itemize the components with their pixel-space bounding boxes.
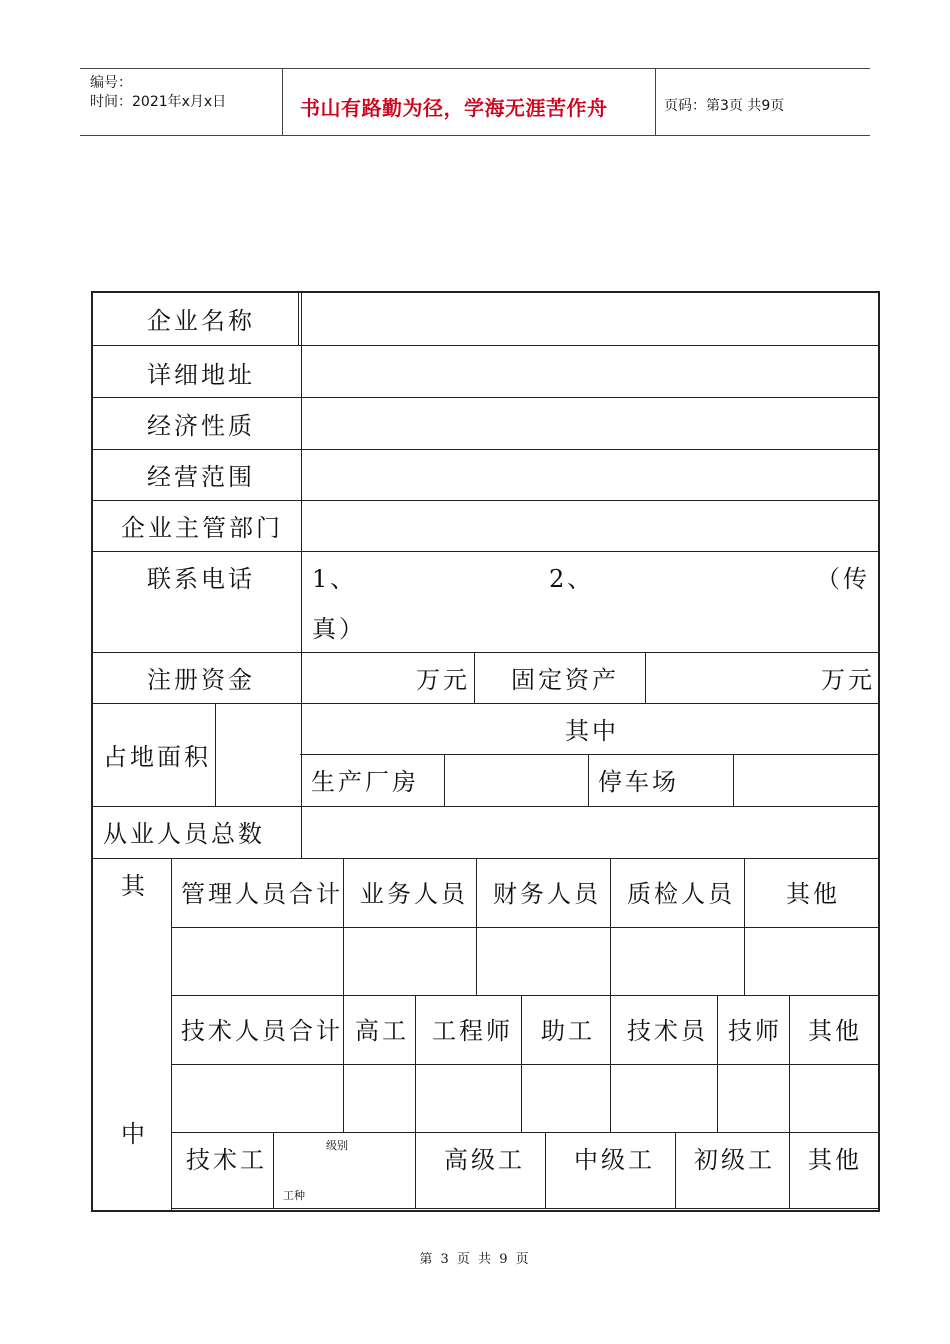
col-rule	[675, 1132, 676, 1208]
skilled-worker-label: 技术工	[186, 1146, 267, 1174]
col-rule	[521, 995, 522, 1132]
col-rule	[610, 995, 611, 1132]
row-rule	[93, 345, 878, 346]
col-rule	[343, 995, 344, 1132]
row-rule	[300, 754, 878, 755]
row-rule	[171, 1208, 878, 1209]
document-number-label: 编号：	[90, 75, 132, 91]
mgmt-total-label: 管理人员合计	[181, 880, 343, 908]
row-rule	[93, 703, 878, 704]
row-rule	[93, 449, 878, 450]
phone-1-label: 1、	[312, 565, 358, 593]
of-which-label: 其中	[565, 717, 619, 745]
technician-label: 技术员	[627, 1017, 708, 1045]
senior-engineer-label: 高工	[355, 1017, 409, 1045]
header-divider	[282, 68, 283, 135]
total-staff-label: 从业人员总数	[103, 820, 265, 848]
row-rule	[93, 551, 878, 552]
col-rule	[717, 995, 718, 1132]
row-rule	[171, 1132, 878, 1133]
senior-worker-label: 高级工	[444, 1146, 525, 1174]
col-rule	[273, 1132, 274, 1208]
row-rule	[171, 1064, 878, 1065]
tech-total-label: 技术人员合计	[181, 1017, 343, 1045]
row-rule	[93, 806, 878, 807]
row-rule	[93, 397, 878, 398]
col-rule	[476, 858, 477, 995]
company-name-label: 企业名称	[147, 307, 255, 335]
qc-staff-label: 质检人员	[627, 880, 735, 908]
fixed-assets-unit: 万元	[821, 666, 875, 694]
col-rule	[789, 1132, 790, 1208]
level-header-label: 级别	[326, 1139, 348, 1152]
col-rule	[343, 858, 344, 995]
col-rule	[789, 995, 790, 1132]
phone-2-label: 2、	[549, 565, 595, 593]
registered-capital-label: 注册资金	[147, 666, 255, 694]
page-indicator: 页码：第3页 共9页	[664, 98, 785, 114]
engineer-label: 工程师	[432, 1017, 513, 1045]
tech-master-label: 技师	[728, 1017, 782, 1045]
col-rule	[301, 293, 302, 858]
col-rule	[415, 1132, 416, 1208]
other-worker-label: 其他	[808, 1146, 862, 1174]
supervising-dept-label: 企业主管部门	[121, 514, 283, 542]
fax-label-end: 真）	[312, 615, 366, 643]
fixed-assets-label: 固定资产	[511, 666, 619, 694]
col-rule	[610, 858, 611, 995]
page-footer: 第 3 页 共 9 页	[419, 1252, 531, 1267]
row-rule	[93, 652, 878, 653]
col-rule	[215, 703, 216, 806]
other-tech-label: 其他	[808, 1017, 862, 1045]
col-rule	[645, 652, 646, 703]
finance-staff-label: 财务人员	[493, 880, 601, 908]
factory-label: 生产厂房	[311, 768, 419, 796]
land-area-label: 占地面积	[103, 743, 211, 771]
header-motto: 书山有路勤为径，学海无涯苦作舟	[300, 96, 608, 120]
col-rule	[298, 293, 299, 345]
of-which-vertical-top: 其	[121, 872, 148, 900]
col-rule	[171, 858, 172, 1210]
document-date: 时间：2021年x月x日	[90, 94, 227, 110]
col-rule	[733, 754, 734, 806]
parking-label: 停车场	[598, 768, 679, 796]
col-rule	[588, 754, 589, 806]
header-top-rule	[80, 68, 870, 69]
address-label: 详细地址	[147, 361, 255, 389]
business-staff-label: 业务人员	[360, 880, 468, 908]
row-rule	[171, 927, 878, 928]
col-rule	[545, 1132, 546, 1208]
fax-label-start: （传	[816, 565, 870, 593]
row-rule	[93, 500, 878, 501]
business-scope-label: 经营范围	[147, 463, 255, 491]
other-staff-label: 其他	[786, 880, 840, 908]
header-bottom-rule	[80, 135, 870, 136]
mid-worker-label: 中级工	[574, 1146, 655, 1174]
col-rule	[474, 652, 475, 703]
row-rule	[93, 1210, 171, 1211]
col-rule	[444, 754, 445, 806]
assistant-engineer-label: 助工	[541, 1017, 595, 1045]
economic-nature-label: 经济性质	[147, 412, 255, 440]
of-which-vertical-bottom: 中	[121, 1120, 148, 1148]
row-rule	[93, 858, 878, 859]
col-rule	[744, 858, 745, 995]
col-rule	[415, 995, 416, 1132]
registered-capital-unit: 万元	[416, 666, 470, 694]
row-rule	[171, 995, 878, 996]
junior-worker-label: 初级工	[694, 1146, 775, 1174]
trade-header-label: 工种	[283, 1189, 305, 1202]
contact-phone-label: 联系电话	[147, 565, 255, 593]
header-divider	[655, 68, 656, 135]
